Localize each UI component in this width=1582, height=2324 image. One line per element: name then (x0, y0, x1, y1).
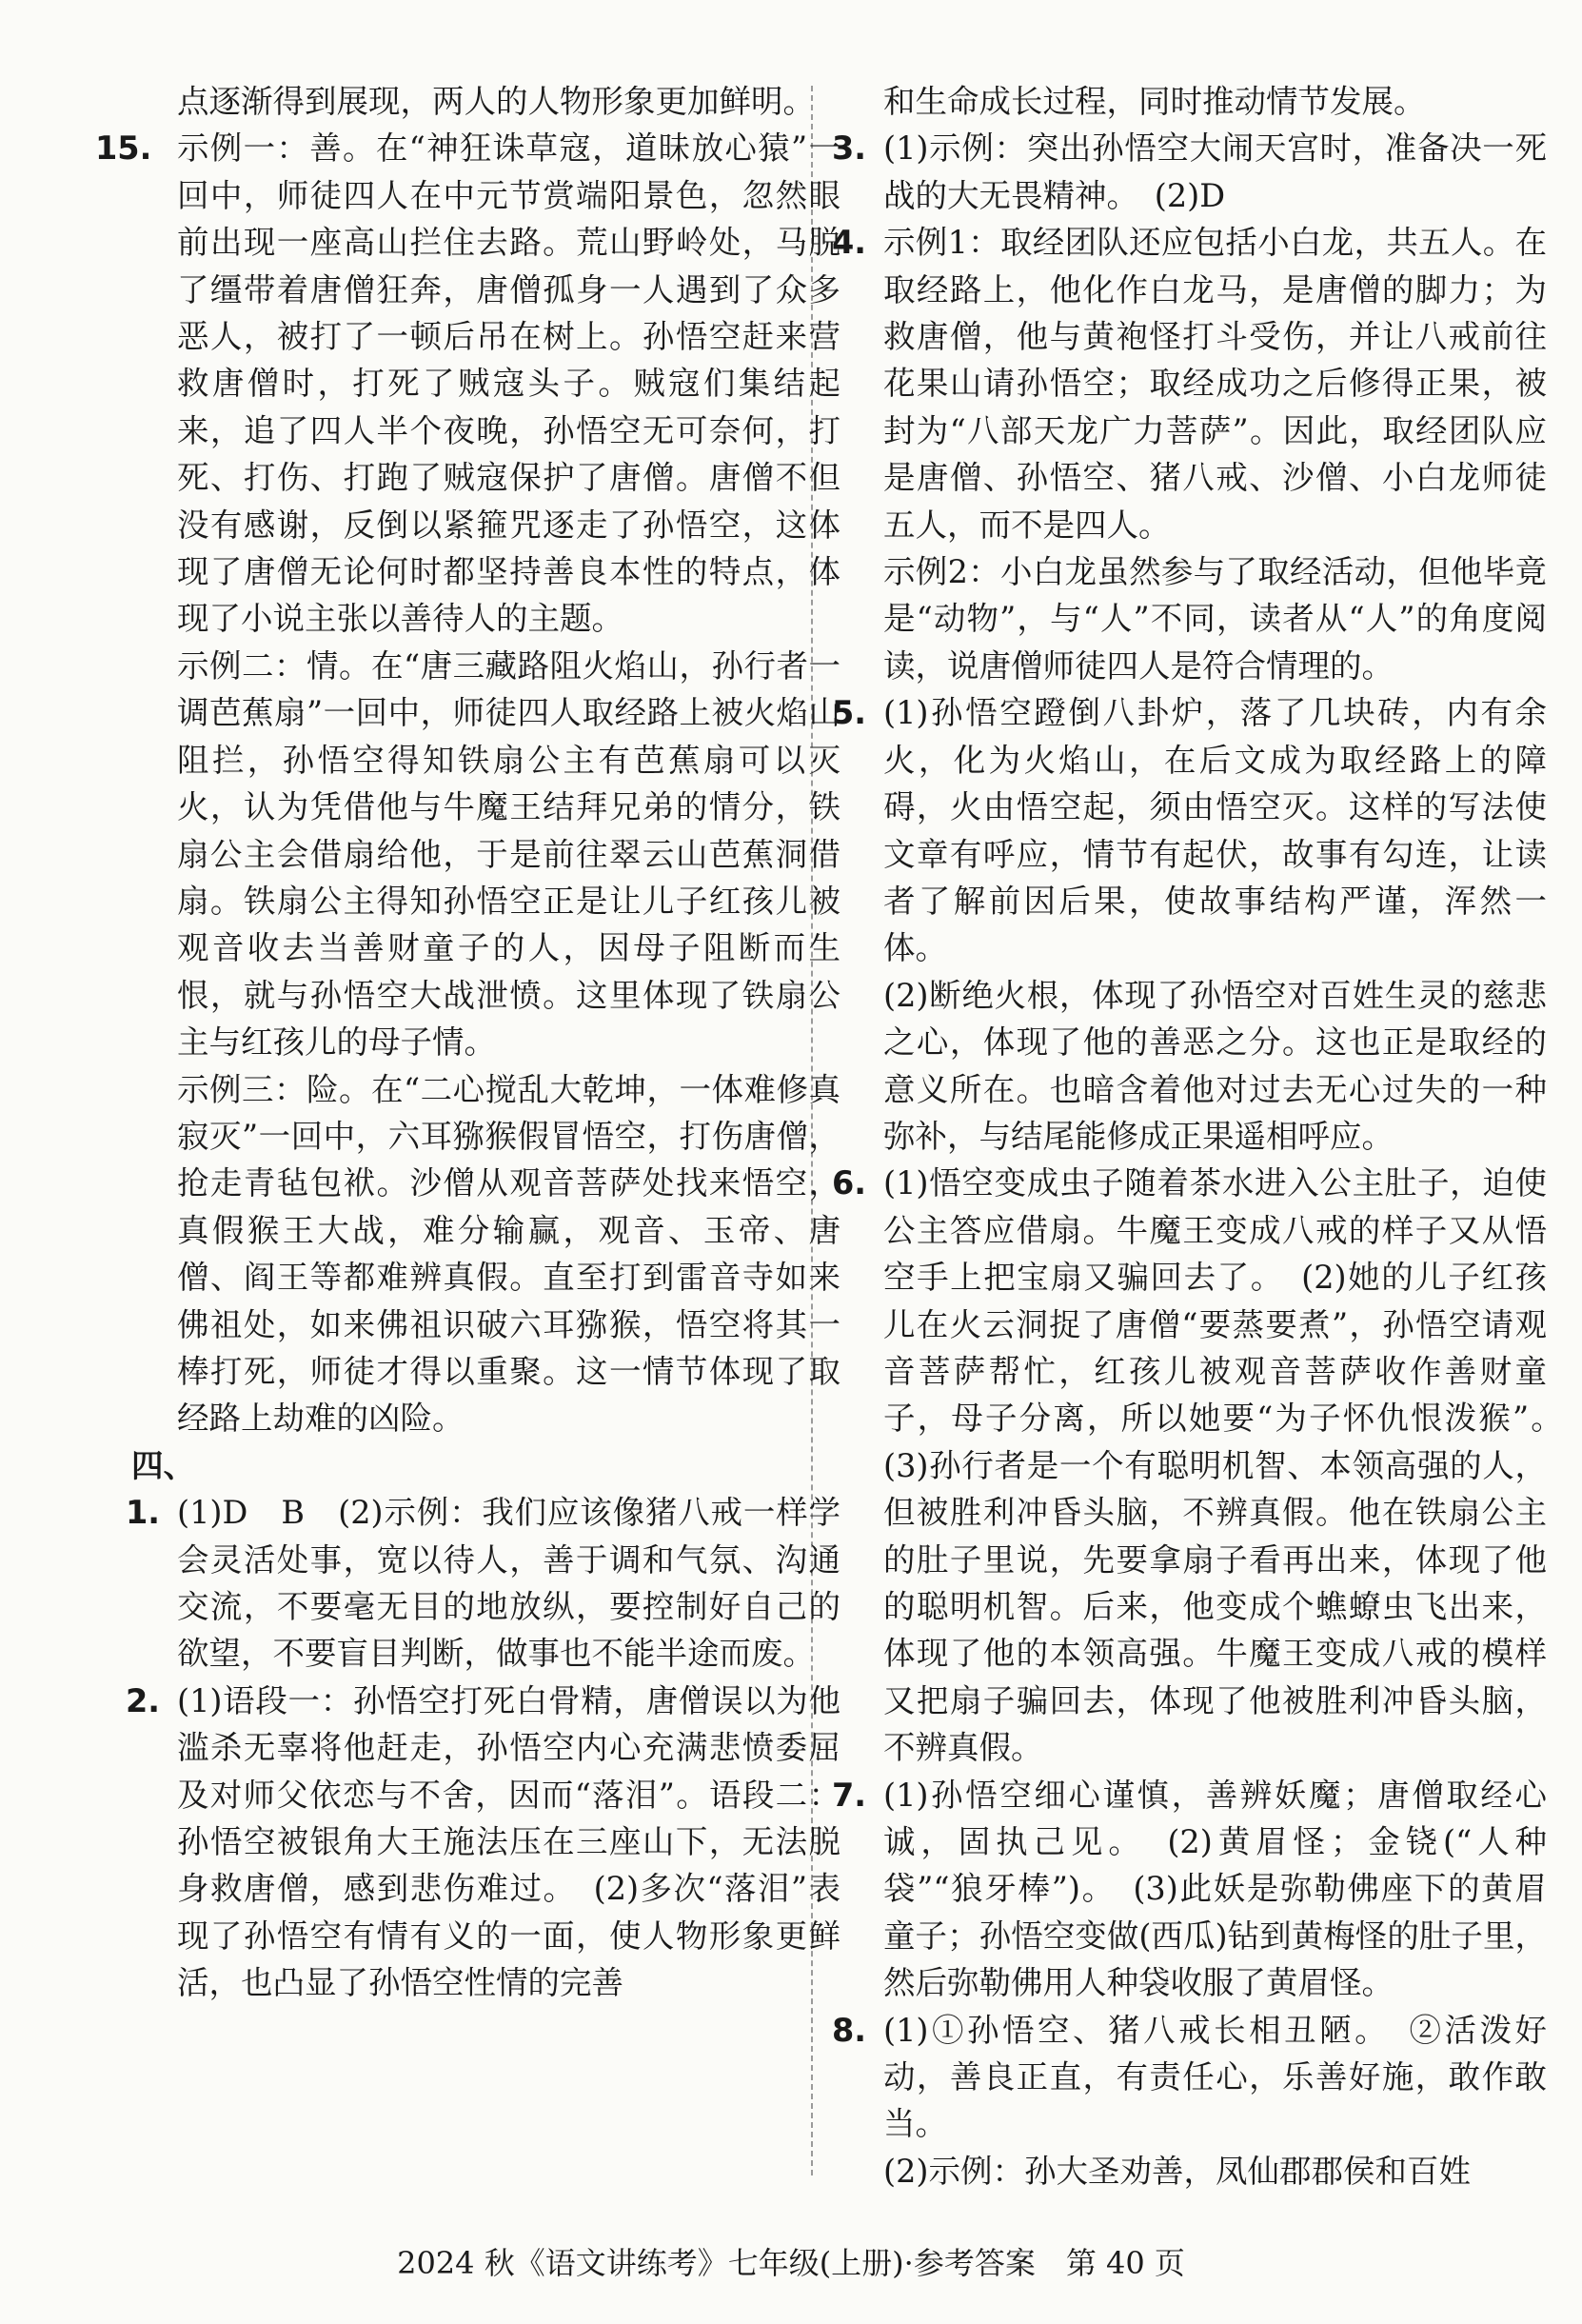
answer-paragraph: (1)D B (2)示例：我们应该像猪八戒一样学会灵活处事，宽以待人，善于调和气氛、沟通交流，不要毫无目的地放纵，要控制好自己的欲望，不要盲目判断，做事也不能半途而废。 (177, 1494, 840, 1673)
question-number: 6. (832, 1164, 867, 1202)
left-column (95, 78, 840, 2007)
continuation-text: 点逐渐得到展现，两人的人物形象更加鲜明。 (177, 83, 815, 120)
question-number: 15. (95, 129, 152, 168)
question-3 (832, 125, 1547, 219)
question-5 (832, 689, 1547, 1160)
question-8 (832, 2007, 1547, 2195)
question-number: 2. (126, 1681, 161, 1719)
question-7 (832, 1772, 1547, 2007)
right-column (832, 78, 1579, 2195)
question-number: 8. (832, 2011, 867, 2049)
answer-paragraph: (1)悟空变成虫子随着茶水进入公主肚子，迫使公主答应借扇。牛魔王变成八戒的样子又从悟空手上把宝扇又骗回去了。 (2)她的儿子红孩儿在火云洞捉了唐僧“要蒸要煮”，孙悟空请观音菩萨帮忙，红孩儿被观音菩萨收作善财童子，母子分离，所以她要“为子怀仇恨泼猴”。 (3)孙行者是一个有聪明机智、本领高强的人，但被胜利冲昏头脑，不辨真假。他在铁扇公主的肚子里说，先要拿扇子看再出来，体现了他的聪明机智。后来，他变成个蟭蟟虫飞出来，体现了他的本领高强。牛魔王变成八戒的模样又把扇子骗回去，体现了他被胜利冲昏头脑，不辨真假。 (883, 1164, 1579, 1767)
answer-paragraph: 示例三：险。在“二心搅乱大乾坤，一体难修真寂灭”一回中，六耳猕猴假冒悟空，打伤唐僧，抢走青毡包袱。沙僧从观音菩萨处找来悟空，真假猴王大战，难分输赢，观音、玉帝、唐僧、阎王等都难辨真假。直至打到雷音寺如来佛祖处，如来佛祖识破六耳猕猴，悟空将其一棒打死，师徒才得以重聚。这一情节体现了取经路上劫难的凶险。 (177, 1070, 840, 1438)
question-number: 3. (832, 129, 867, 168)
answer-paragraph: 示例一：善。在“神狂诛草寇，道昧放心猿”一回中，师徒四人在中元节赏端阳景色，忽然眼前出现一座高山拦住去路。荒山野岭处，马脱了缰带着唐僧狂奔，唐僧孤身一人遇到了众多恶人，被打了一顿后吊在树上。孙悟空赶来营救唐僧时，打死了贼寇头子。贼寇们集结起来，追了四人半个夜晚，孙悟空无可奈何，打死、打伤、打跑了贼寇保护了唐僧。唐僧不但没有感谢，反倒以紧箍咒逐走了孙悟空，这体现了唐僧无论何时都坚持善良本性的特点，体现了小说主张以善待人的主题。 (177, 129, 840, 638)
question-2 (126, 1678, 840, 2007)
answer-paragraph: (1)孙悟空细心谨慎，善辨妖魔；唐僧取经心诚，固执己见。 (2)黄眉怪；金铙(“人种袋”“狼牙棒”)。 (3)此妖是弥勒佛座下的黄眉童子；孙悟空变做(西瓜)钻到黄梅怪的肚子里，然后弥勒佛用人种袋收服了黄眉怪。 (883, 1776, 1547, 2002)
section-heading: 四、 (131, 1446, 195, 1484)
question-number: 7. (832, 1776, 867, 1814)
question-4 (832, 219, 1547, 689)
question-number: 1. (126, 1494, 161, 1532)
answer-paragraph: (1)孙悟空蹬倒八卦炉，落了几块砖，内有余火，化为火焰山，在后文成为取经路上的障碍，火由悟空起，须由悟空灭。这样的写法使文章有呼应，情节有起伏，故事有勾连，让读者了解前因后果，使故事结构严谨，浑然一体。 (883, 694, 1547, 967)
answer-paragraph: 示例1：取经团队还应包括小白龙，共五人。在取经路上，他化作白龙马，是唐僧的脚力；为救唐僧，他与黄袍怪打斗受伤，并让八戒前往花果山请孙悟空；取经成功之后修得正果，被封为“八部天龙广力菩萨”。因此，取经团队应是唐僧、孙悟空、猪八戒、沙僧、小白龙师徒五人，而不是四人。 (883, 224, 1547, 544)
question-number: 5. (832, 694, 867, 732)
answer-paragraph: (1)语段一：孙悟空打死白骨精，唐僧误以为他滥杀无辜将他赶走，孙悟空内心充满悲愤委屈及对师父依恋与不舍，因而“落泪”。语段二：孙悟空被银角大王施法压在三座山下，无法脱身救唐僧，感到悲伤难过。 (2)多次“落泪”表现了孙悟空有情有义的一面，使人物形象更鲜活，也凸显了孙悟空性情的完善 (177, 1681, 840, 2002)
answer-paragraph: (2)断绝火根，体现了孙悟空对百姓生灵的慈悲之心，体现了他的善恶之分。这也正是取经的意义所在。也暗含着他对过去无心过失的一种弥补，与结尾能修成正果遥相呼应。 (883, 976, 1547, 1155)
answer-paragraph: 示例二：情。在“唐三藏路阻火焰山，孙行者一调芭蕉扇”一回中，师徒四人取经路上被火焰山阻拦，孙悟空得知铁扇公主有芭蕉扇可以灭火，认为凭借他与牛魔王结拜兄弟的情分，铁扇公主会借扇给他，于是前往翠云山芭蕉洞借扇。铁扇公主得知孙悟空正是让儿子红孩儿被观音收去当善财童子的人，因母子阻断而生恨，就与孙悟空大战泄愤。这里体现了铁扇公主与红孩儿的母子情。 (177, 646, 840, 1062)
answer-paragraph: (2)示例：孙大圣劝善，凤仙郡郡侯和百姓 (883, 2152, 1471, 2190)
page-footer: 2024 秋《语文讲练考》七年级(上册)·参考答案 第 40 页 (397, 2245, 1185, 2281)
question-6 (832, 1160, 1579, 1771)
answer-paragraph: 示例2：小白龙虽然参与了取经活动，但他毕竟是“动物”，与“人”不同，读者从“人”的角度阅读，说唐僧师徒四人是符合情理的。 (883, 553, 1547, 685)
answer-paragraph: (1)示例：突出孙悟空大闹天宫时，准备决一死战的大无畏精神。 (2)D (883, 129, 1547, 214)
question-15 (95, 125, 840, 1441)
question-number: 4. (832, 224, 867, 262)
continuation-text: 和生命成长过程，同时推动情节发展。 (883, 83, 1426, 120)
question-1 (126, 1489, 840, 1678)
answer-paragraph: (1)①孙悟空、猪八戒长相丑陋。 ②活泼好动，善良正直，有责任心，乐善好施，敢作敢当。 (883, 2011, 1547, 2143)
